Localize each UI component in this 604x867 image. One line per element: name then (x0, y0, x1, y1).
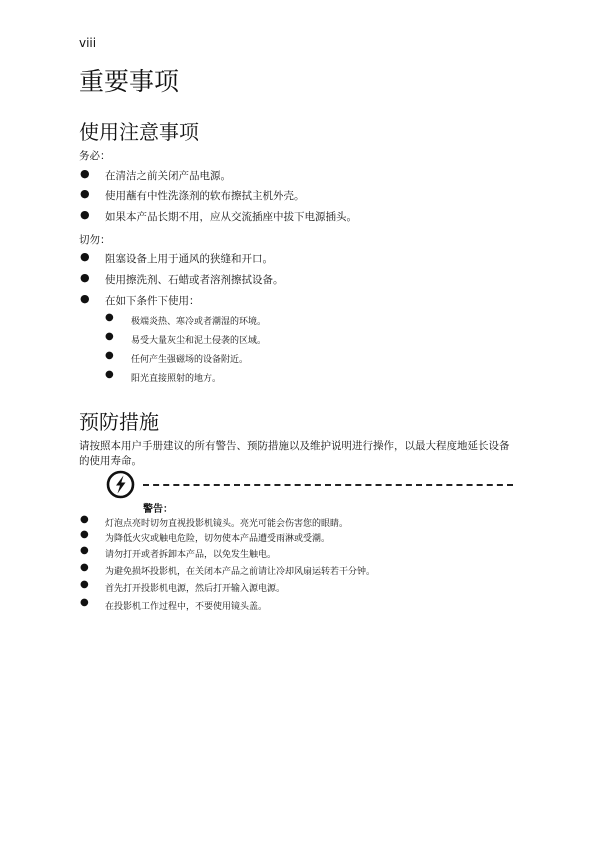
list-item: ● 任何产生强磁场的设备附近。 (105, 350, 249, 365)
warning-divider (143, 484, 513, 486)
list-item: ● 请勿打开或者拆卸本产品，以免发生触电。 (80, 545, 277, 560)
page-title: 重要事项 (79, 67, 180, 96)
list-item: ● 在如下条件下使用： (80, 292, 200, 307)
list-item: ● 在投影机工作过程中，不要使用镜头盖。 (80, 597, 268, 612)
bullet-icon: ● (80, 597, 89, 608)
list-item: ● 在清洁之前关闭产品电源。 (80, 167, 231, 182)
list-item: ● 为避免损坏投影机，在关闭本产品之前请让冷却风扇运转若干分钟。 (80, 562, 376, 577)
bullet-icon: ● (80, 208, 90, 221)
section-heading-precautions: 预防措施 (79, 410, 159, 434)
bullet-icon: ● (80, 529, 89, 540)
list-item: ● 极端炎热、寒冷或者潮湿的环境。 (105, 312, 267, 327)
warning-title: 警告： (143, 504, 173, 515)
must-label: 务必： (79, 150, 111, 162)
list-item: ● 如果本产品长期不用，应从交流插座中拔下电源插头。 (80, 208, 357, 223)
bullet-icon: ● (105, 369, 114, 380)
bullet-icon: ● (80, 250, 90, 263)
bullet-icon: ● (80, 579, 89, 590)
precautions-intro: 请按照本用户手册建议的所有警告、预防措施以及维护说明进行操作，以最大程度地延长设备的使用寿命。 (79, 440, 510, 467)
list-item: ● 阻塞设备上用于通风的狭缝和开口。 (80, 250, 273, 265)
bullet-icon: ● (80, 187, 90, 200)
list-item: ● 易受大量灰尘和泥土侵袭的区域。 (105, 331, 267, 346)
bullet-icon: ● (105, 331, 114, 342)
list-item: ● 阳光直接照射的地方。 (105, 369, 222, 384)
page-number: viii (79, 36, 97, 50)
bullet-icon: ● (80, 292, 90, 305)
list-item: ● 灯泡点亮时切勿直视投影机镜头。亮光可能会伤害您的眼睛。 (80, 514, 349, 529)
list-item: ● 使用蘸有中性洗涤剂的软布擦拭主机外壳。 (80, 187, 305, 202)
bullet-icon: ● (105, 350, 114, 361)
bullet-icon: ● (80, 271, 90, 284)
list-item: ● 首先打开投影机电源，然后打开输入源电源。 (80, 579, 286, 594)
list-item: ● 使用擦洗剂、石蜡或者溶剂擦拭设备。 (80, 271, 284, 286)
list-item: ● 为降低火灾或触电危险，切勿使本产品遭受雨淋或受潮。 (80, 529, 331, 544)
section-heading-usage: 使用注意事项 (79, 120, 199, 144)
lightning-warning-icon (106, 470, 135, 499)
bullet-icon: ● (80, 167, 90, 180)
bullet-icon: ● (80, 545, 89, 556)
never-label: 切勿： (79, 234, 111, 246)
bullet-icon: ● (80, 562, 89, 573)
bullet-icon: ● (105, 312, 114, 323)
bullet-icon: ● (80, 514, 89, 525)
